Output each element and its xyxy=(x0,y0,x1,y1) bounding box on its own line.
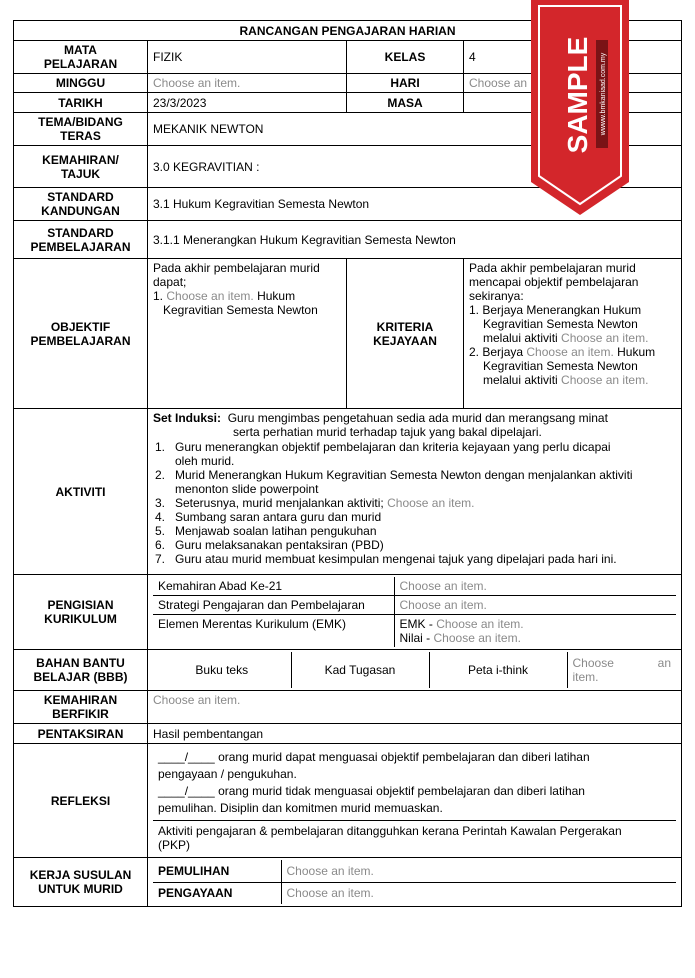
abad21-label: Kemahiran Abad Ke-21 xyxy=(153,577,394,596)
kerja-susulan-content xyxy=(148,858,682,907)
aktiviti-label: AKTIVITI xyxy=(14,409,148,575)
aktiviti-step: 3. Seterusnya, murid menjalankan aktiviti; Choose an item. xyxy=(155,496,475,510)
aktiviti-content[interactable]: Set Induksi: Guru mengimbas pengetahuan sedia ada murid dan merangsang minat serta perhatian murid terhadap tajuk yang bakal dipelajari. 1. Guru menerangkan objektif pembelajaran dan kriteria kejayaan yang perlu dicapai oleh murid. 2. Murid Menerangkan Hukum Kegravitian Semesta Newton dengan menjalankan aktiviti menonton slide powerpoint 3. Seterusnya, murid menjalankan aktiviti; Choose an item. 4. Sumbang saran antara guru dan murid 5. Menjawab soalan latihan pengukuhan 6. Guru melaksanakan pentaksiran (PBD) 7. Guru atau murid membuat kesimpulan mengenai tajuk yang dipelajari pada hari ini. xyxy=(148,409,682,575)
pemulihan-label: PEMULIHAN xyxy=(153,860,281,882)
hari-label: HARI xyxy=(347,74,464,93)
refleksi-table xyxy=(153,746,676,855)
pentaksiran-label: PENTAKSIRAN xyxy=(14,724,148,744)
aktiviti-step: 6. Guru melaksanakan pentaksiran (PBD) xyxy=(155,538,384,552)
bbb-label: BAHAN BANTU BELAJAR (BBB) xyxy=(14,650,148,691)
bbb-item[interactable]: Kad Tugasan xyxy=(291,652,429,688)
kriteria-choice-dropdown[interactable]: Choose an item. xyxy=(526,345,614,359)
aktiviti-step: 4. Sumbang saran antara guru dan murid xyxy=(155,510,382,524)
bbb-table xyxy=(153,652,676,688)
objektif-label: OBJEKTIF PEMBELAJARAN xyxy=(14,259,148,409)
strategi-label: Strategi Pengajaran dan Pembelajaran xyxy=(153,596,394,615)
bbb-choice-dropdown[interactable]: Choose an item. xyxy=(572,656,672,684)
kelas-value[interactable]: 4 xyxy=(464,41,682,74)
refleksi-content xyxy=(148,744,682,858)
kriteria-content[interactable]: Pada akhir pembelajaran murid mencapai objektif pembelajaran sekiranya: 1. Berjaya Menerangkan Hukum Kegravitian Semesta Newton melalui aktiviti Choose an item. 2. Berjaya Choose an item. Hukum Kegravitian Semesta Newton melalui aktiviti Choose an item. xyxy=(464,259,682,409)
minggu-dropdown[interactable]: Choose an item. xyxy=(148,74,347,93)
bbb-item[interactable]: Peta i-think xyxy=(429,652,567,688)
pentaksiran-value[interactable]: Hasil pembentangan xyxy=(148,724,682,744)
kerja-susulan-table xyxy=(153,860,676,904)
emk-label: Elemen Merentas Kurikulum (EMK) xyxy=(153,615,394,648)
pengayaan-dropdown[interactable]: Choose an item. xyxy=(281,882,676,904)
stamp-sub-text: wwww.bmkaniaad.com.my xyxy=(600,52,607,136)
mata-pelajaran-label: MATA PELAJARAN xyxy=(14,41,148,74)
hari-dropdown[interactable]: Choose an xyxy=(464,74,682,93)
aktiviti-step: 1. Guru menerangkan objektif pembelajaran dan kriteria kejayaan yang perlu dicapai oleh murid. xyxy=(155,440,611,468)
abad21-dropdown[interactable]: Choose an item. xyxy=(394,577,676,596)
kemahiran-berfikir-dropdown[interactable]: Choose an item. xyxy=(148,691,682,724)
kriteria-choice-dropdown[interactable]: Choose an item. xyxy=(561,331,649,345)
pengisian-label: PENGISIAN KURIKULUM xyxy=(14,575,148,650)
sample-stamp-graphic xyxy=(531,0,629,215)
aktiviti-step: 7. Guru atau murid membuat kesimpulan mengenai tajuk yang dipelajari pada hari ini. xyxy=(155,552,617,566)
document-title: RANCANGAN PENGAJARAN HARIAN xyxy=(14,21,682,41)
tarikh-label: TARIKH xyxy=(14,93,148,113)
pengisian-content xyxy=(148,575,682,650)
standard-kandungan-label: STANDARD KANDUNGAN xyxy=(14,188,148,221)
pengisian-table: Kemahiran Abad Ke-21 Choose an item. Strategi Pengajaran dan Pembelajaran Choose an item. Elemen Merentas Kurikulum (EMK) EMK - Choose an item. Nilai - Choose an item. xyxy=(153,577,676,647)
strategi-dropdown[interactable]: Choose an item. xyxy=(394,596,676,615)
bbb-content xyxy=(148,650,682,691)
kerja-susulan-label: KERJA SUSULAN UNTUK MURID xyxy=(14,858,148,907)
objektif-choice-dropdown[interactable]: Choose an item. xyxy=(166,289,254,303)
refleksi-note[interactable]: Aktiviti pengajaran & pembelajaran ditangguhkan kerana Perintah Kawalan Pergerakan (PKP) xyxy=(158,824,622,852)
emk-dropdown[interactable]: Choose an item. xyxy=(436,617,524,631)
refleksi-label: REFLEKSI xyxy=(14,744,148,858)
kemahiran-berfikir-label: KEMAHIRAN BERFIKIR xyxy=(14,691,148,724)
standard-kandungan-value[interactable]: 3.1 Hukum Kegravitian Semesta Newton xyxy=(148,188,682,221)
stamp-text: SAMPLE xyxy=(562,36,593,154)
nilai-dropdown[interactable]: Choose an item. xyxy=(433,631,521,645)
tema-label: TEMA/BIDANG TERAS xyxy=(14,113,148,146)
kemahiran-value[interactable]: 3.0 KEGRAVITIAN : xyxy=(148,146,682,188)
pengayaan-label: PENGAYAAN xyxy=(153,882,281,904)
standard-pembelajaran-label: STANDARD PEMBELAJARAN xyxy=(14,221,148,259)
refleksi-text[interactable]: ____/____ orang murid dapat menguasai objektif pembelajaran dan diberi latihan pengayaan / pengukuhan. ____/____ orang murid tidak menguasai objektif pembelajaran dan diberi latihan pemulihan. Disiplin dan komitmen murid memuaskan. xyxy=(153,746,676,821)
kemahiran-label: KEMAHIRAN/ TAJUK xyxy=(14,146,148,188)
kelas-label: KELAS xyxy=(347,41,464,74)
objektif-content[interactable]: Pada akhir pembelajaran murid dapat; 1. Choose an item. Hukum Kegravitian Semesta Newton xyxy=(148,259,347,409)
aktiviti-step: 5. Menjawab soalan latihan pengukuhan xyxy=(155,524,377,538)
bbb-item[interactable]: Buku teks xyxy=(153,652,291,688)
tarikh-value[interactable]: 23/3/2023 xyxy=(148,93,347,113)
kriteria-label: KRITERIA KEJAYAAN xyxy=(347,259,464,409)
standard-pembelajaran-value[interactable]: 3.1.1 Menerangkan Hukum Kegravitian Semesta Newton xyxy=(148,221,682,259)
mata-pelajaran-value[interactable]: FIZIK xyxy=(148,41,347,74)
tema-value[interactable]: MEKANIK NEWTON xyxy=(148,113,682,146)
aktiviti-step: 2. Murid Menerangkan Hukum Kegravitian Semesta Newton dengan menjalankan aktiviti menonton slide powerpoint xyxy=(155,468,633,496)
pemulihan-dropdown[interactable]: Choose an item. xyxy=(281,860,676,882)
masa-label: MASA xyxy=(347,93,464,113)
sample-stamp xyxy=(531,0,629,215)
minggu-label: MINGGU xyxy=(14,74,148,93)
kriteria-choice-dropdown[interactable]: Choose an item. xyxy=(561,373,649,387)
aktiviti-choice-dropdown[interactable]: Choose an item. xyxy=(387,496,475,510)
